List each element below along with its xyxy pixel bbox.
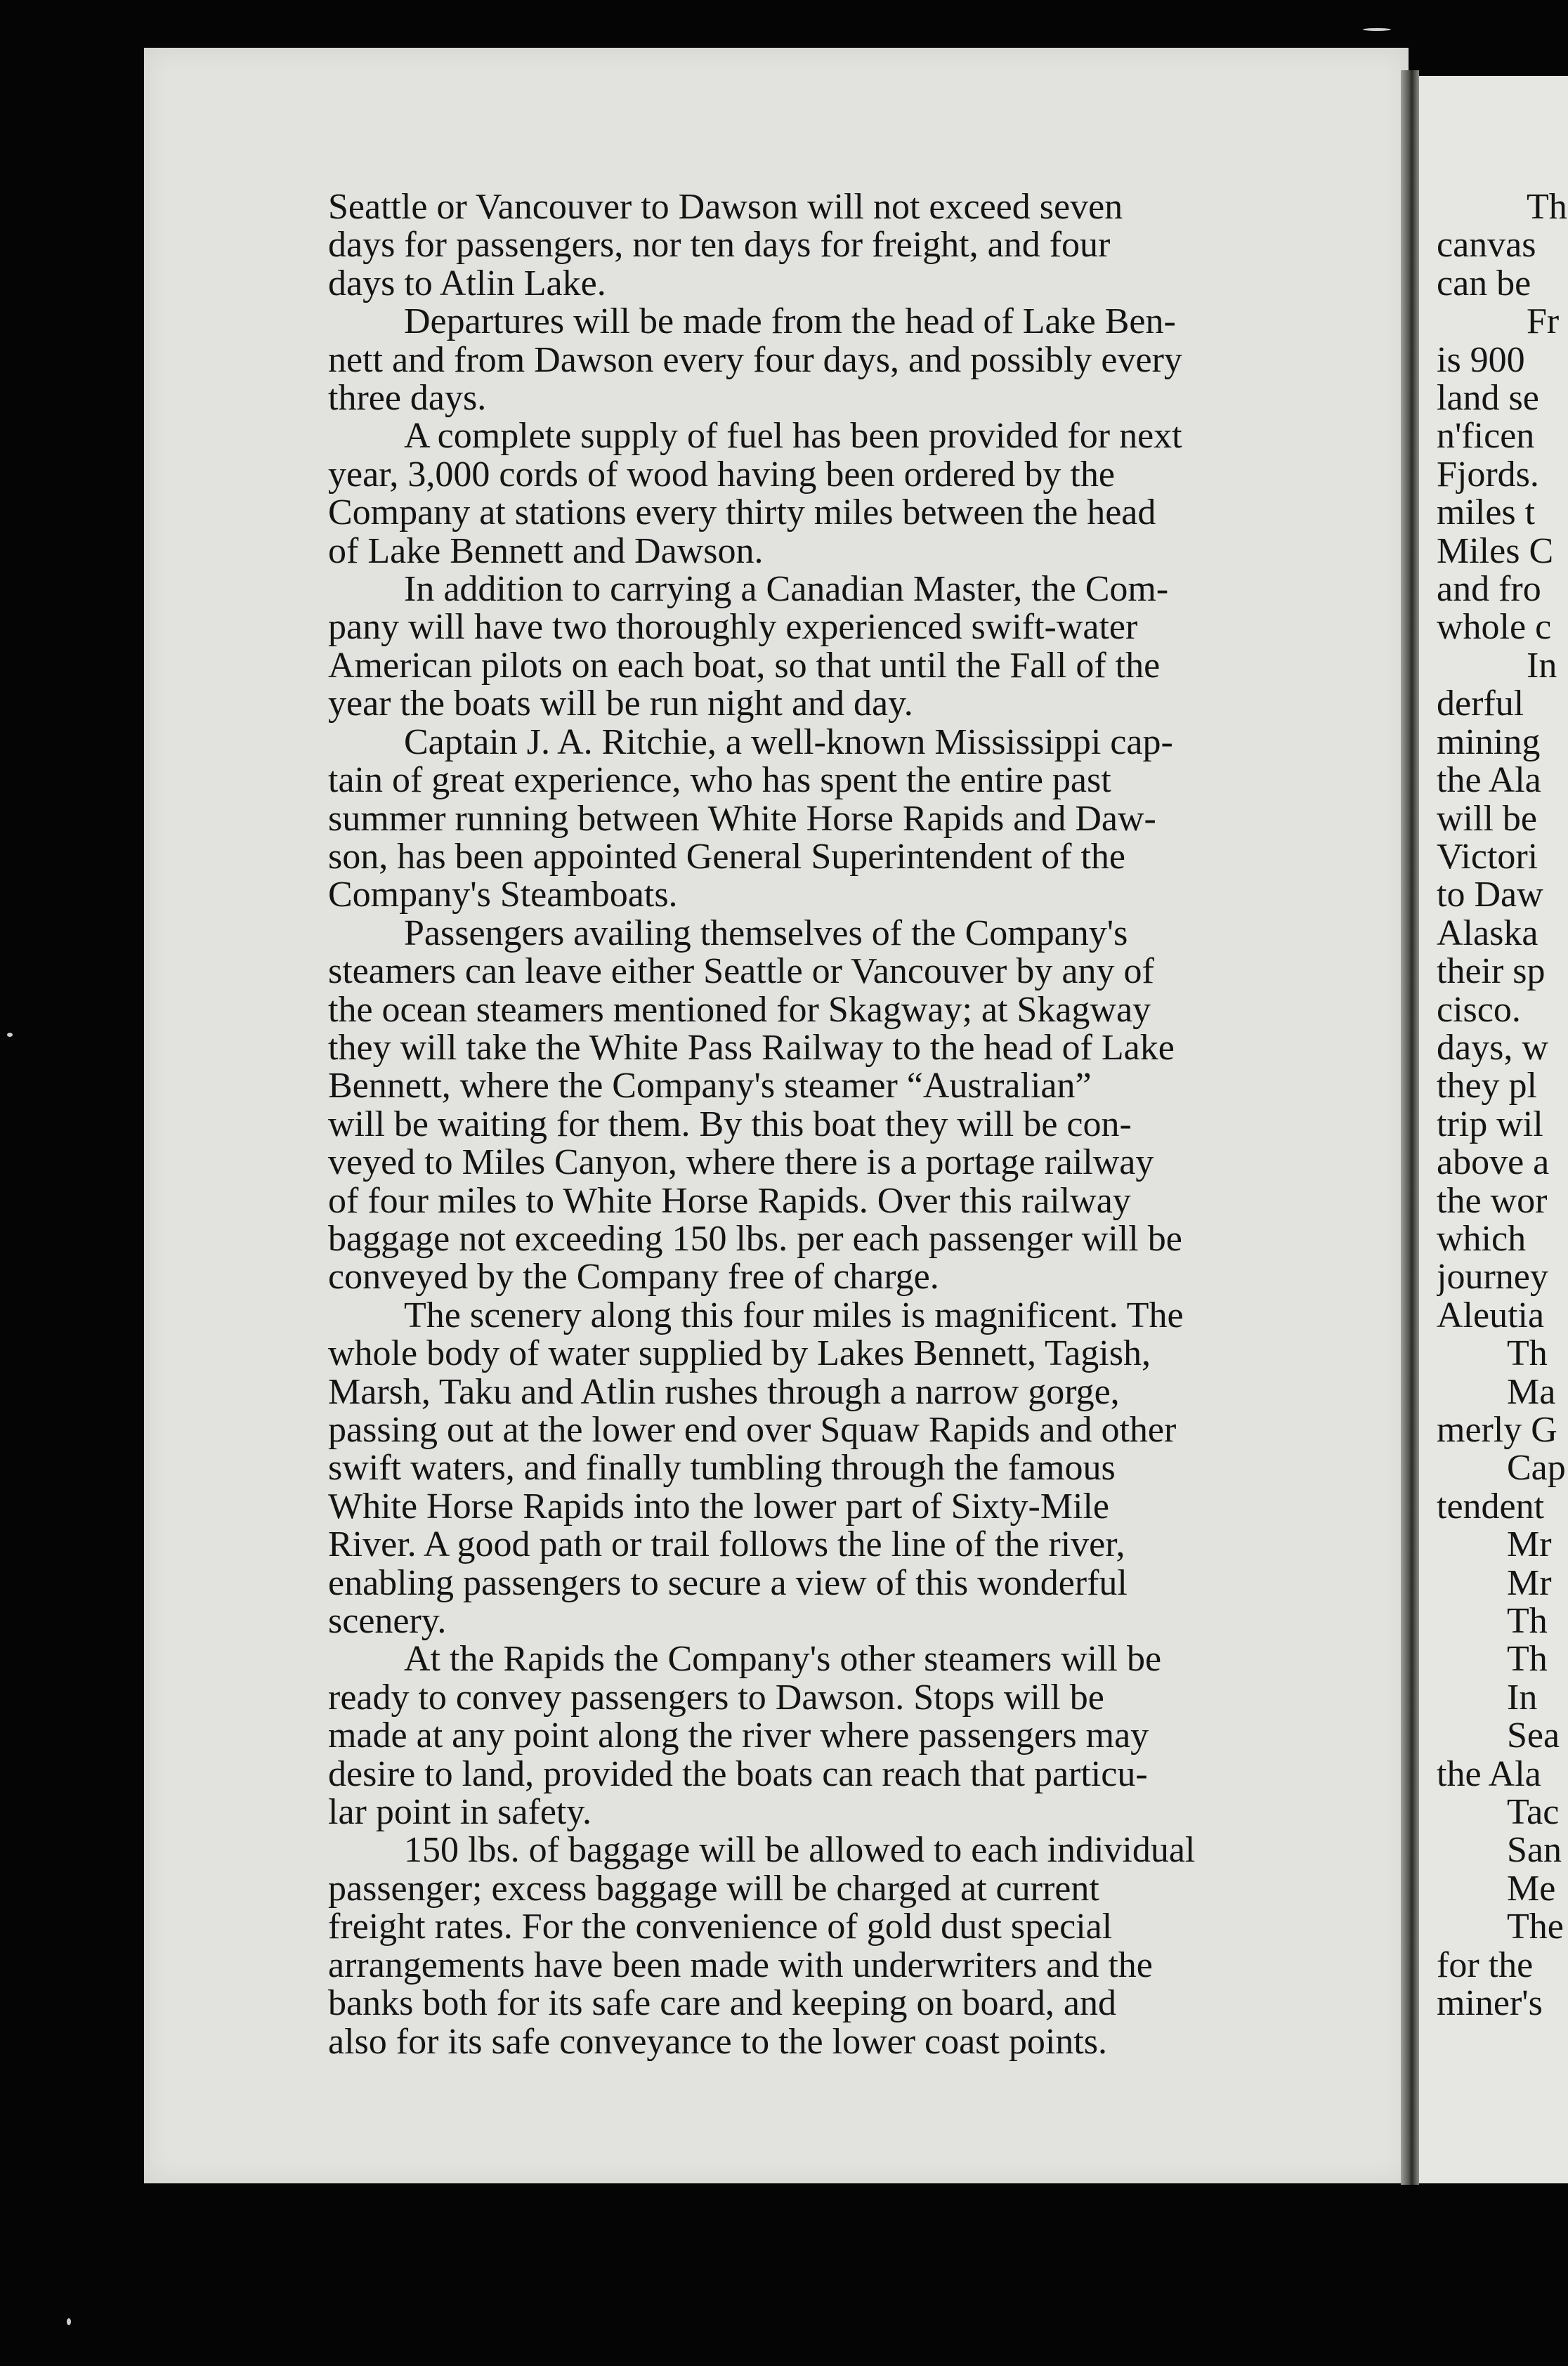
text-line: the wor — [1437, 1182, 1548, 1220]
text-line: they will take the White Pass Railway to the head of Lake — [328, 1027, 1175, 1068]
text-line: Ma — [1507, 1373, 1556, 1411]
paragraph — [328, 1640, 1365, 1831]
text-line: days for passengers, nor ten days for freight, and four — [328, 225, 1111, 266]
text-line: A complete supply of fuel has been provided for next — [404, 416, 1182, 457]
text-line: pany will have two thoroughly experienced swift-water — [328, 607, 1138, 648]
text-line: Fr — [1527, 303, 1560, 341]
text-line: which — [1437, 1220, 1527, 1259]
text-line: Mr — [1507, 1564, 1552, 1603]
text-line: Th — [1527, 188, 1567, 227]
text-line: freight rates. For the convenience of gold dust special — [328, 1907, 1113, 1947]
text-line: can be — [1437, 264, 1531, 303]
paragraph — [328, 915, 1365, 1297]
text-line: swift waters, and finally tumbling through the famous — [328, 1448, 1116, 1489]
paragraph — [328, 721, 1365, 915]
text-line: Cap — [1507, 1449, 1566, 1488]
text-line: In addition to carrying a Canadian Master, the Com- — [404, 569, 1169, 610]
text-line: the Ala — [1437, 762, 1541, 800]
text-line: passenger; excess baggage will be charged at current — [328, 1868, 1099, 1909]
text-line: also for its safe conveyance to the lower coast points. — [328, 2021, 1107, 2062]
text-line: American pilots on each boat, so that until the Fall of the — [328, 645, 1161, 686]
text-line: Sea — [1507, 1717, 1560, 1756]
text-line: made at any point along the river where passengers may — [328, 1715, 1149, 1756]
dust-speck — [67, 2318, 71, 2325]
text-line: tendent — [1437, 1487, 1545, 1527]
text-line: three days. — [328, 378, 487, 419]
page-gutter — [1401, 70, 1419, 2185]
paragraph — [328, 1831, 1365, 2060]
left-page-text-column — [328, 188, 1365, 2061]
text-line: passing out at the lower end over Squaw Rapids and other — [328, 1410, 1177, 1450]
right-page-text-column — [1437, 188, 1568, 2023]
paragraph — [328, 1297, 1365, 1641]
text-line: River. A good path or trail follows the line of the river, — [328, 1524, 1125, 1565]
text-line: canvas — [1437, 226, 1536, 265]
text-line: derful — [1437, 685, 1524, 724]
text-line: Captain J. A. Ritchie, a well-known Mississippi cap- — [404, 721, 1173, 762]
text-line: Victori — [1437, 837, 1538, 877]
text-line: summer running between White Horse Rapids and Daw- — [328, 798, 1156, 839]
text-line: Seattle or Vancouver to Dawson will not exceed seven — [328, 187, 1123, 227]
dust-speck — [7, 1033, 13, 1037]
text-line: to Daw — [1437, 876, 1543, 915]
text-line: of Lake Bennett and Dawson. — [328, 530, 764, 571]
text-line: land se — [1437, 379, 1539, 418]
text-line: Mr — [1507, 1526, 1552, 1564]
text-line: baggage not exceeding 150 lbs. per each passenger will be — [328, 1218, 1182, 1259]
text-line: is 900 — [1437, 341, 1525, 380]
text-line: arrangements have been made with underwriters and the — [328, 1945, 1153, 1985]
text-line: mining — [1437, 723, 1541, 762]
paragraph — [328, 303, 1365, 417]
paragraph — [328, 417, 1365, 570]
text-line: Alaska — [1437, 914, 1538, 953]
text-line: Th — [1507, 1335, 1548, 1373]
text-line: the ocean steamers mentioned for Skagway; at Skagway — [328, 989, 1151, 1030]
text-line: White Horse Rapids into the lower part of Sixty-Mile — [328, 1486, 1110, 1527]
text-line: journey — [1437, 1258, 1548, 1297]
text-line: they pl — [1437, 1067, 1537, 1106]
text-line: veyed to Miles Canyon, where there is a portage railway — [328, 1142, 1154, 1183]
text-line: whole c — [1437, 608, 1552, 647]
text-line: Th — [1507, 1602, 1548, 1641]
text-line: for the — [1437, 1946, 1534, 1985]
text-line: 150 lbs. of baggage will be allowed to each individual — [404, 1830, 1196, 1871]
text-line: Company at stations every thirty miles between the head — [328, 492, 1156, 533]
text-line: banks both for its safe care and keeping on board, and — [328, 1983, 1116, 2024]
text-line: In — [1507, 1678, 1538, 1718]
text-line: desire to land, provided the boats can reach that particu- — [328, 1753, 1148, 1794]
paragraph — [328, 188, 1365, 303]
text-line: In — [1527, 646, 1557, 686]
text-line: above a — [1437, 1144, 1550, 1182]
text-line: Marsh, Taku and Atlin rushes through a narrow gorge, — [328, 1371, 1120, 1412]
text-line: of four miles to White Horse Rapids. Over this railway — [328, 1180, 1131, 1221]
text-line: n'ficen — [1437, 417, 1535, 456]
text-line: lar point in safety. — [328, 1792, 592, 1833]
text-line: son, has been appointed General Superintendent of the — [328, 836, 1125, 877]
text-line: scenery. — [328, 1601, 447, 1642]
text-line: Passengers availing themselves of the Company's — [404, 913, 1128, 953]
text-line: enabling passengers to secure a view of this wonderful — [328, 1562, 1128, 1603]
paragraph — [328, 570, 1365, 724]
text-line: the Ala — [1437, 1755, 1541, 1794]
text-line: At the Rapids the Company's other steamers will be — [404, 1639, 1162, 1680]
text-line: and fro — [1437, 570, 1541, 609]
text-line: days to Atlin Lake. — [328, 263, 606, 303]
text-line: miner's — [1437, 1985, 1543, 2023]
text-line: whole body of water supplied by Lakes Bennett, Tagish, — [328, 1333, 1151, 1374]
text-line: ready to convey passengers to Dawson. Stops will be — [328, 1677, 1104, 1718]
dust-speck — [1363, 28, 1391, 31]
text-line: tain of great experience, who has spent the entire past — [328, 760, 1111, 801]
text-line: Me — [1507, 1869, 1556, 1909]
text-line: miles t — [1437, 494, 1536, 532]
text-line: Bennett, where the Company's steamer “Australian” — [328, 1066, 1092, 1106]
text-line: Miles C — [1437, 532, 1554, 571]
text-line: nett and from Dawson every four days, and possibly every — [328, 339, 1182, 380]
text-line: will be waiting for them. By this boat they will be con- — [328, 1104, 1132, 1144]
text-line: days, w — [1437, 1028, 1548, 1068]
text-line: Fjords. — [1437, 455, 1539, 495]
text-line: Tac — [1507, 1793, 1560, 1832]
text-line: their sp — [1437, 953, 1546, 991]
text-line: steamers can leave either Seattle or Vancouver by any of — [328, 951, 1154, 992]
text-line: merly G — [1437, 1411, 1557, 1450]
text-line: Company's Steamboats. — [328, 875, 678, 915]
text-line: trip wil — [1437, 1105, 1543, 1144]
text-line: year the boats will be run night and day. — [328, 684, 913, 724]
text-line: Th — [1507, 1640, 1548, 1679]
text-line: cisco. — [1437, 991, 1521, 1029]
text-line: conveyed by the Company free of charge. — [328, 1257, 939, 1298]
text-line: will be — [1437, 799, 1537, 838]
text-line: San — [1507, 1831, 1562, 1870]
text-line: Departures will be made from the head of Lake Ben- — [404, 301, 1176, 342]
text-line: The — [1507, 1908, 1564, 1947]
text-line: year, 3,000 cords of wood having been ordered by the — [328, 454, 1115, 495]
text-line: Aleutia — [1437, 1296, 1545, 1335]
text-line: The scenery along this four miles is magnificent. The — [404, 1295, 1184, 1335]
